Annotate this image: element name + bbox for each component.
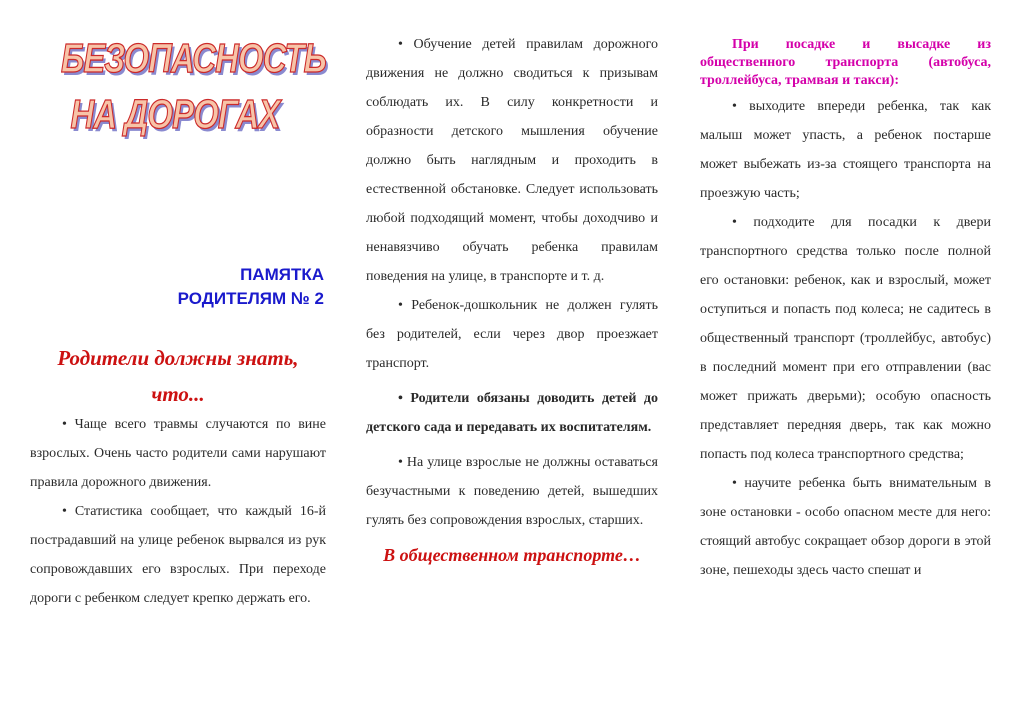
title-line-1: БЕЗОПАСНОСТЬ [61,35,327,81]
col1-paragraph-2: • Статистика сообщает, что каждый 16-й пострадавший на улице ребенок вырвался из рук сопровождавших его взрослых. При переходе дороги с ребенком следует крепко держать его. [30,504,326,606]
col3-body [700,36,991,585]
col2-paragraph-3: • Родители обязаны доводить детей до детского сада и передавать их воспитателям. [366,391,658,435]
col3-paragraph-3: • научите ребенка быть внимательным в зоне остановки - особо опасном месте для него: стоящий автобус сокращает обзор дороги в этой зоне, пешеходы здесь часто спешат и [700,476,991,578]
title-line-2: НА ДОРОГАХ [70,91,280,137]
col2-paragraph-4: • На улице взрослые не должны оставаться безучастными к поведению детей, вышедших гулять без сопровождения взрослых, старших. [366,455,658,528]
memo-line-2: РОДИТЕЛЯМ № 2 [177,289,324,308]
parents-heading-line-2: что... [151,382,205,406]
parents-heading-line-1: Родители должны знать, [57,346,299,370]
parents-heading [30,340,326,412]
col3-paragraph-1: • выходите впереди ребенка, так как малыш может упасть, а ребенок постарше может выбежать из-за стоящего транспорта на проезжую часть; [700,99,991,201]
col2-paragraph-2: • Ребенок-дошкольник не должен гулять без родителей, если через двор проезжает транспорт. [366,298,658,371]
col3-heading: При посадке и высадке из общественного транспорта (автобуса, троллейбуса, трамвая и такси): [700,37,991,88]
col1-paragraph-1: • Чаще всего травмы случаются по вине взрослых. Очень часто родители сами нарушают правила дорожного движения. [30,417,326,490]
col2-paragraph-1: • Обучение детей правилам дорожного движения не должно сводиться к призывам соблюдать их. В силу конкретности и образности детского мышления обучение должно быть наглядным и проходить в естественной обстановке. Следует использовать любой подходящий момент, чтобы доходчиво и ненавязчиво обучать ребенка правилам поведения на улице, в транспорте и т. д. [366,37,658,284]
col3-paragraph-2: • подходите для посадки к двери транспортного средства только после полной его остановки: ребенок, как и взрослый, может оступиться и попасть под колеса; не садитесь в общественный транспорт (троллейбус, автобус) в последний момент при его отправлении (вас может прижать дверьми); особую опасность представляет передняя дверь, так как можно попасть под колеса транспортного средства; [700,215,991,462]
memo-line-1: ПАМЯТКА [240,265,324,284]
col2-body [366,30,658,567]
memo-label [178,263,324,311]
public-transport-heading: В общественном транспорте… [383,545,641,565]
col1-body [30,410,326,613]
